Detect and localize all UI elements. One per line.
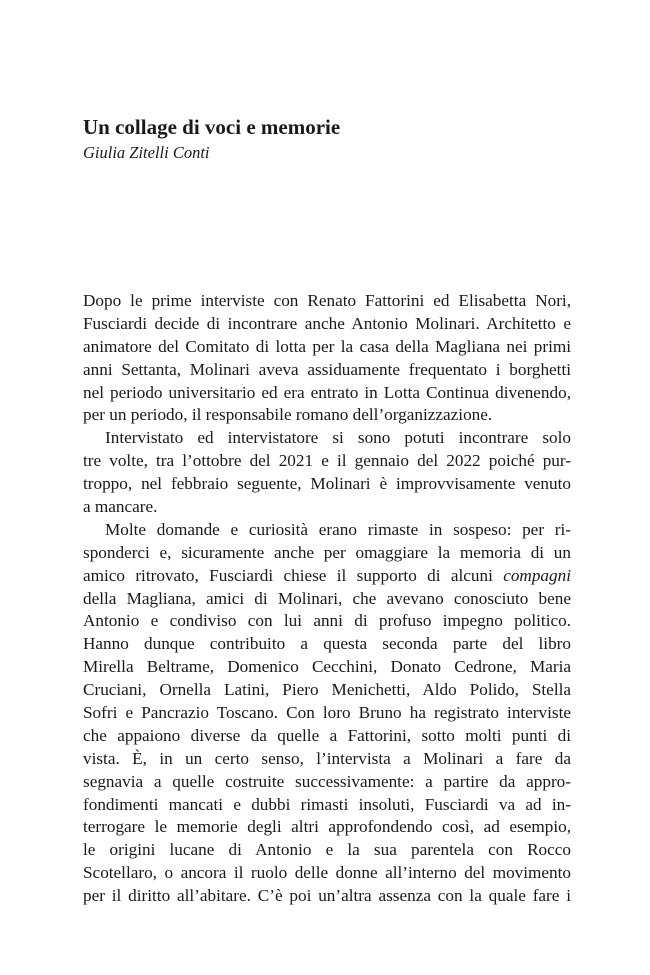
text-line: Hanno dunque contribuito a questa seconda parte del libro (83, 634, 571, 654)
text-line: terrogare le memorie degli altri approfondendo così, ad esempio, (83, 817, 571, 837)
body-text (83, 290, 571, 908)
text-line: per il diritto all’abitare. C’è poi un’altra assenza con la quale fare i (83, 886, 571, 906)
text-line: per un periodo, il responsabile romano dell’organizzazione. (83, 405, 493, 425)
text-line: della Magliana, amici di Molinari, che avevano conosciuto bene (83, 588, 571, 608)
chapter-title: Un collage di voci e memorie (83, 115, 341, 139)
text-line: tre volte, tra l’ottobre del 2021 e il gennaio del 2022 poiché pur- (83, 451, 571, 471)
text-line: Fusciardi decide di incontrare anche Antonio Molinari. Architetto e (83, 313, 571, 333)
text-line: Cruciani, Ornella Latini, Piero Menichetti, Aldo Polido, Stella (83, 680, 571, 700)
text-line (83, 565, 571, 588)
italic-word: compagni (503, 565, 571, 585)
text-line: a mancare. (83, 497, 158, 517)
text-line: Mirella Beltrame, Domenico Cecchini, Donato Cedrone, Maria (83, 657, 571, 677)
text-segment: amico ritrovato, Fusciardi chiese il supporto di alcuni (83, 565, 493, 585)
text-line: vista. È, in un certo senso, l’intervista a Molinari a fare da (83, 748, 571, 768)
text-line: nel periodo universitario ed era entrato in Lotta Continua divenendo, (83, 382, 571, 402)
text-line: fondimenti mancati e dubbi rimasti insoluti, Fusciardi va ad in- (83, 794, 571, 814)
text-line: Sofri e Pancrazio Toscano. Con loro Bruno ha registrato interviste (83, 703, 571, 723)
text-line: troppo, nel febbraio seguente, Molinari è improvvisamente venuto (83, 474, 571, 494)
chapter-author: Giulia Zitelli Conti (83, 143, 210, 162)
text-line: le origini lucane di Antonio e la sua parentela con Rocco (83, 840, 571, 860)
text-line: Scotellaro, o ancora il ruolo delle donne all’interno del movimento (83, 863, 571, 883)
text-line: che appaiono diverse da quelle a Fattorini, sotto molti punti di (83, 725, 571, 745)
text-line: Dopo le prime interviste con Renato Fattorini ed Elisabetta Nori, (83, 291, 571, 310)
text-line: animatore del Comitato di lotta per la casa della Magliana nei primi (83, 336, 571, 356)
text-line: sponderci e, sicuramente anche per omaggiare la memoria di un (83, 542, 571, 562)
text-line: Intervistato ed intervistatore si sono potuti incontrare solo (105, 428, 571, 448)
text-line: Molte domande e curiosità erano rimaste in sospeso: per ri- (105, 519, 571, 539)
text-line: anni Settanta, Molinari aveva assiduamente frequentato i borghetti (83, 359, 571, 379)
text-line: Antonio e condiviso con lui anni di profuso impegno politico. (83, 611, 571, 631)
text-line: segnavia a quelle costruite successivamente: a partire da appro- (83, 771, 571, 791)
